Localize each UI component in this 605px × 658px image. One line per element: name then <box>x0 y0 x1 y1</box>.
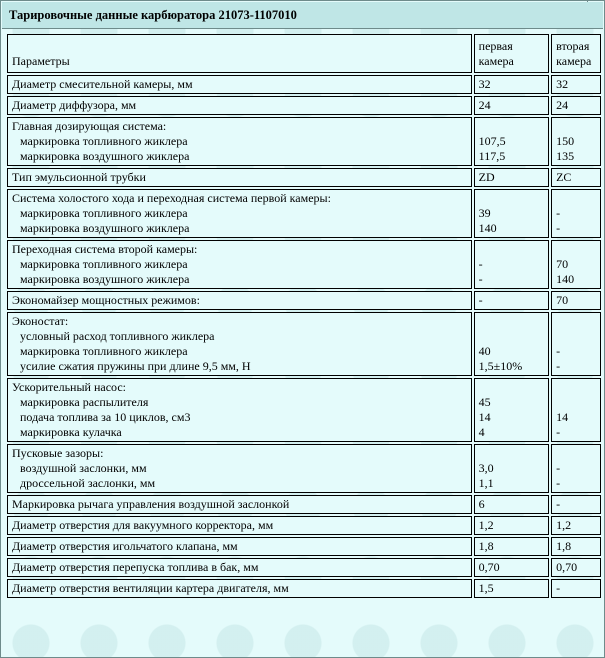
second-chamber-value: - <box>556 359 561 373</box>
parameter-label: Система холостого хода и переходная система первой камеры: <box>12 191 331 205</box>
first-chamber-value: 45 <box>478 395 491 409</box>
sub-parameter-label: подача топлива за 10 циклов, см3 <box>20 410 191 424</box>
first-chamber-cell <box>474 378 549 442</box>
table-row <box>7 444 601 493</box>
parameter-cell <box>7 579 472 598</box>
first-chamber-cell <box>474 579 549 598</box>
second-chamber-value: 70 <box>556 293 569 307</box>
first-chamber-value: 1,2 <box>478 518 494 532</box>
second-chamber-value: 0,70 <box>556 560 578 574</box>
table-row <box>7 189 601 238</box>
parameter-cell <box>7 495 472 514</box>
second-chamber-cell <box>551 189 601 238</box>
parameter-label: Главная дозирующая система: <box>12 119 167 133</box>
parameter-cell <box>7 117 472 166</box>
sub-parameter-label: усилие сжатия пружины при длине 9,5 мм, Н <box>20 359 251 373</box>
parameter-cell <box>7 291 472 310</box>
table-row <box>7 240 601 289</box>
sub-parameter-label: маркировка воздушного жиклера <box>20 221 190 235</box>
first-chamber-value: 14 <box>478 410 491 424</box>
second-chamber-value: 14 <box>556 410 569 424</box>
second-chamber-value: - <box>556 425 561 439</box>
second-chamber-value: 150 <box>556 134 575 148</box>
sub-parameter-label: маркировка топливного жиклера <box>20 257 188 271</box>
table-row <box>7 312 601 376</box>
parameter-label: Диаметр диффузора, мм <box>12 98 137 112</box>
first-chamber-cell <box>474 75 549 94</box>
second-chamber-cell <box>551 75 601 94</box>
first-chamber-value: 107,5 <box>478 134 506 148</box>
first-chamber-cell <box>474 516 549 535</box>
sub-parameter-label: маркировка топливного жиклера <box>20 206 188 220</box>
first-chamber-value: - <box>478 272 483 286</box>
second-chamber-value: 70 <box>556 257 569 271</box>
parameter-label: Диаметр отверстия вентиляции картера двигателя, мм <box>12 581 289 595</box>
first-chamber-cell <box>474 117 549 166</box>
header-parameters: Параметры <box>7 34 472 73</box>
second-chamber-value: 24 <box>556 98 569 112</box>
table-row <box>7 96 601 115</box>
first-chamber-cell <box>474 444 549 493</box>
parameter-cell <box>7 378 472 442</box>
second-chamber-value: - <box>556 221 561 235</box>
second-chamber-value: - <box>556 581 561 595</box>
first-chamber-value: 1,5±10% <box>478 359 523 373</box>
sub-parameter-label: маркировка топливного жиклера <box>20 344 188 358</box>
first-chamber-cell <box>474 558 549 577</box>
second-chamber-value: ZC <box>556 170 572 184</box>
second-chamber-cell <box>551 96 601 115</box>
second-chamber-value: 140 <box>556 272 575 286</box>
first-chamber-cell <box>474 168 549 187</box>
parameter-cell <box>7 516 472 535</box>
parameter-label: Переходная система второй камеры: <box>12 242 198 256</box>
sub-parameter-label: маркировка воздушного жиклера <box>20 272 190 286</box>
second-chamber-value: - <box>556 476 561 490</box>
second-chamber-cell <box>551 579 601 598</box>
first-chamber-cell <box>474 189 549 238</box>
first-chamber-value <box>479 329 544 344</box>
first-chamber-value: 6 <box>478 497 485 511</box>
table-row <box>7 537 601 556</box>
table-row <box>7 579 601 598</box>
parameter-label: Диаметр отверстия игольчатого клапана, мм <box>12 539 238 553</box>
first-chamber-value: 39 <box>478 206 491 220</box>
parameter-cell <box>7 96 472 115</box>
sub-parameter-label: маркировка распылителя <box>20 395 149 409</box>
parameter-label: Диаметр смесительной камеры, мм <box>12 77 193 91</box>
table-row <box>7 291 601 310</box>
second-chamber-cell <box>551 537 601 556</box>
first-chamber-cell <box>474 495 549 514</box>
second-chamber-cell <box>551 495 601 514</box>
parameter-label: Тип эмульсионной трубки <box>12 170 146 184</box>
first-chamber-value: 1,1 <box>478 476 494 490</box>
parameter-cell <box>7 75 472 94</box>
second-chamber-value: - <box>556 497 561 511</box>
parameter-cell <box>7 558 472 577</box>
second-chamber-cell <box>551 240 601 289</box>
second-chamber-value: - <box>556 344 561 358</box>
table-row <box>7 558 601 577</box>
parameter-label: Эконостат: <box>12 314 69 328</box>
first-chamber-value: 1,8 <box>478 539 494 553</box>
second-chamber-cell <box>551 312 601 376</box>
parameter-cell <box>7 537 472 556</box>
parameter-label: Маркировка рычага управления воздушной заслонкой <box>12 497 290 511</box>
second-chamber-value <box>556 329 596 344</box>
sub-parameter-label: маркировка воздушного жиклера <box>20 149 190 163</box>
table-row <box>7 117 601 166</box>
first-chamber-cell <box>474 291 549 310</box>
parameter-cell <box>7 444 472 493</box>
first-chamber-value: - <box>478 257 483 271</box>
second-chamber-value: 135 <box>556 149 575 163</box>
parameter-label: Диаметр отверстия для вакуумного корректора, мм <box>12 518 274 532</box>
first-chamber-cell <box>474 96 549 115</box>
second-chamber-value: 1,8 <box>556 539 572 553</box>
header-first-chamber: первая камера <box>474 34 549 73</box>
second-chamber-cell <box>551 444 601 493</box>
second-chamber-value <box>556 395 596 410</box>
sub-parameter-label: дроссельной заслонки, мм <box>20 476 156 490</box>
parameter-cell <box>7 240 472 289</box>
header-second-chamber: вторая камера <box>551 34 601 73</box>
parameter-cell <box>7 168 472 187</box>
second-chamber-value: - <box>556 206 561 220</box>
second-chamber-cell <box>551 378 601 442</box>
first-chamber-value: 1,5 <box>478 581 494 595</box>
first-chamber-value: ZD <box>478 170 495 184</box>
first-chamber-value: 4 <box>478 425 485 439</box>
first-chamber-cell <box>474 312 549 376</box>
second-chamber-cell <box>551 117 601 166</box>
second-chamber-cell <box>551 516 601 535</box>
sub-parameter-label: воздушной заслонки, мм <box>20 461 147 475</box>
sub-parameter-label: условный расход топливного жиклера <box>20 329 215 343</box>
second-chamber-value: - <box>556 461 561 475</box>
header-row <box>7 34 601 73</box>
parameter-label: Диаметр отверстия перепуска топлива в бак, мм <box>12 560 259 574</box>
first-chamber-value: 117,5 <box>478 149 506 163</box>
sub-parameter-label: маркировка топливного жиклера <box>20 134 188 148</box>
second-chamber-cell <box>551 168 601 187</box>
first-chamber-value: 32 <box>478 77 491 91</box>
parameter-label: Ускорительный насос: <box>12 380 126 394</box>
table-row <box>7 516 601 535</box>
first-chamber-cell <box>474 240 549 289</box>
parameter-label: Экономайзер мощностных режимов: <box>12 293 200 307</box>
second-chamber-cell <box>551 291 601 310</box>
sub-parameter-label: маркировка кулачка <box>20 425 122 439</box>
first-chamber-value: 40 <box>478 344 491 358</box>
title-bar <box>2 2 603 29</box>
table-row <box>7 378 601 442</box>
first-chamber-value: - <box>478 293 483 307</box>
table-title: Тарировочные данные карбюратора 21073-1107010 <box>9 8 297 22</box>
first-chamber-value: 0,70 <box>478 560 500 574</box>
parameter-cell <box>7 312 472 376</box>
parameter-cell <box>7 189 472 238</box>
calibration-table <box>5 32 603 600</box>
first-chamber-cell <box>474 537 549 556</box>
parameter-label: Пусковые зазоры: <box>12 446 104 460</box>
first-chamber-value: 3,0 <box>478 461 494 475</box>
first-chamber-value: 140 <box>478 221 497 235</box>
first-chamber-value: 24 <box>478 98 491 112</box>
table-row <box>7 168 601 187</box>
table-row <box>7 75 601 94</box>
second-chamber-value: 32 <box>556 77 569 91</box>
table-row <box>7 495 601 514</box>
second-chamber-value: 1,2 <box>556 518 572 532</box>
second-chamber-cell <box>551 558 601 577</box>
